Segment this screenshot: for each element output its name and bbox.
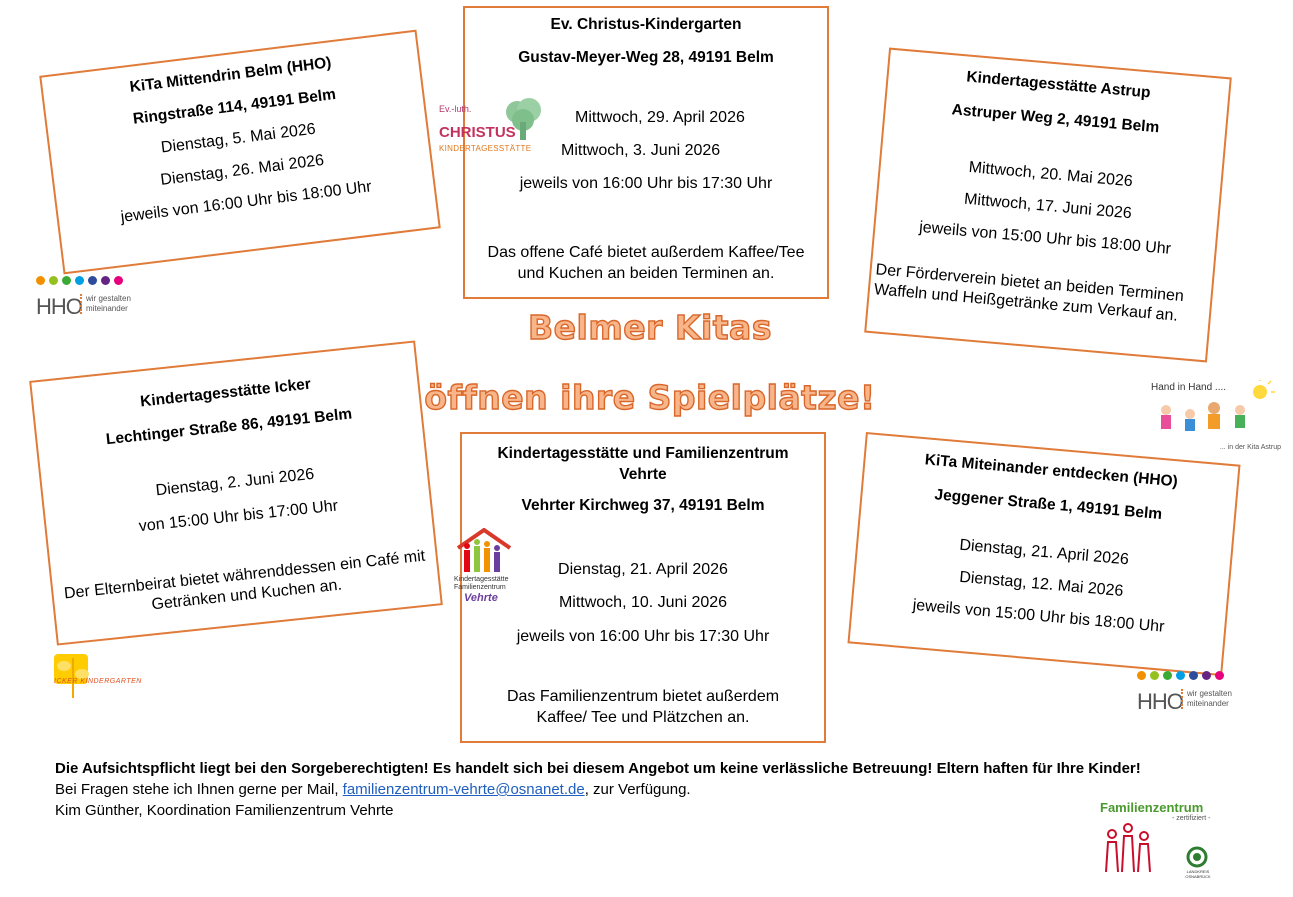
astrup-logo [1148, 380, 1283, 456]
astrup-bottom: ... in der Kita Astrup [1219, 444, 1281, 451]
footer [55, 758, 1235, 821]
card-date: Mittwoch, 10. Juni 2026 [558, 594, 728, 612]
card-date: Mittwoch, 29. April 2026 [575, 108, 745, 126]
christus-small: Ev.-luth. [439, 104, 472, 114]
christus-big: CHRISTUS [439, 124, 516, 141]
card-note: Der Elternbeirat bietet währenddessen ein Café mit Getränken und Kuchen an. [63, 548, 426, 614]
house-family-icon [454, 528, 514, 576]
card-date: Dienstag, 21. April 2026 [558, 560, 728, 578]
flower-icon [52, 652, 96, 700]
card-title: Kindertagesstätte Astrup [965, 68, 1152, 102]
card-note: Der Förderverein bietet an beiden Terminen Waffeln und Heißgetränke zum Verkauf an. [873, 261, 1185, 325]
card-time: jeweils von 15:00 Uhr bis 18:00 Uhr [911, 597, 1166, 637]
signature: Kim Günther, Koordination Familienzentrum Vehrte [55, 802, 394, 819]
headline-line2: öffnen ihre Spielplätze! [424, 378, 876, 417]
card-title: Ev. Christus-Kindergarten [550, 16, 742, 33]
card-note: Das offene Café bietet außerdem Kaffee/Tee und Kuchen an beiden Terminen an. [487, 243, 805, 282]
christus-sub: KINDERTAGESSTÄTTE [439, 144, 532, 153]
headline-line1: Belmer Kitas [528, 308, 772, 347]
card-time: jeweils von 16:00 Uhr bis 18:00 Uhr [119, 178, 373, 227]
card-time: jeweils von 15:00 Uhr bis 18:00 Uhr [918, 219, 1172, 259]
card-address: Astruper Weg 2, 49191 Belm [951, 101, 1160, 137]
card-mittendrin [39, 30, 441, 275]
card-time: jeweils von 16:00 Uhr bis 17:30 Uhr [516, 627, 770, 645]
contact-line: Bei Fragen stehe ich Ihnen gerne per Mail, familienzentrum-vehrte@osnanet.de, zur Verfügung. [55, 781, 691, 798]
hho-tagline: wir gestalten miteinander [1181, 689, 1232, 709]
landkreis-emblem-icon [1185, 846, 1209, 868]
card-date: Dienstag, 21. April 2026 [958, 536, 1130, 569]
hho-tagline: wir gestalten miteinander [80, 294, 131, 314]
fz-title: Familienzentrum [1100, 800, 1204, 815]
card-address: Lechtinger Straße 86, 49191 Belm [105, 405, 353, 449]
supervision-warning: Die Aufsichtspflicht liegt bei den Sorgeberechtigten! Es handelt sich bei diesem Angebot um keine verlässliche Betreuung! Eltern haften für Ihre Kinder! [55, 760, 1141, 777]
card-time: jeweils von 16:00 Uhr bis 17:30 Uhr [519, 175, 773, 193]
icker-logo [52, 652, 162, 700]
card-note: Das Familienzentrum bietet außerdem Kaffee/ Tee und Plätzchen an. [506, 687, 780, 726]
christus-logo [437, 96, 549, 160]
hho-logo-right [1137, 667, 1247, 727]
fz-sub: - zertifiziert - [1172, 815, 1211, 822]
card-title: KiTa Miteinander entdecken (HHO) [924, 451, 1179, 491]
family-icon [1100, 820, 1160, 876]
hho-dots [1137, 667, 1247, 685]
icker-text: ICKER KINDERGARTEN [54, 678, 142, 685]
hho-logo [36, 272, 146, 332]
card-date: Mittwoch, 20. Mai 2026 [967, 158, 1134, 190]
card-address: Gustav-Meyer-Weg 28, 49191 Belm [518, 48, 774, 66]
card-date: Dienstag, 12. Mai 2026 [958, 568, 1125, 601]
card-title: Kindertagesstätte und Familienzentrum Vehrte [497, 445, 789, 483]
card-date: Dienstag, 2. Juni 2026 [154, 465, 315, 499]
card-address: Ringstraße 114, 49191 Belm [132, 85, 337, 128]
landkreis-text: LANDKREIS OSNABRÜCK [1185, 869, 1211, 879]
astrup-top: Hand in Hand .... [1151, 382, 1227, 393]
email-link[interactable]: familienzentrum-vehrte@osnanet.de [342, 781, 585, 798]
hho-wordmark: HHO [1137, 689, 1183, 714]
vehrte-text: Kindertagesstätte Familienzentrum [454, 576, 509, 591]
card-address: Jeggener Straße 1, 49191 Belm [933, 486, 1163, 523]
card-date: Mittwoch, 3. Juni 2026 [561, 142, 721, 160]
card-miteinander [847, 432, 1240, 676]
card-title: Kindertagesstätte Icker [139, 375, 312, 411]
hho-wordmark: HHO [36, 294, 82, 319]
landkreis-logo [1180, 846, 1216, 880]
card-date: Mittwoch, 17. Juni 2026 [963, 190, 1133, 223]
vehrte-name: Vehrte [464, 592, 498, 604]
card-date: Dienstag, 5. Mai 2026 [160, 120, 317, 157]
card-address: Vehrter Kirchweg 37, 49191 Belm [521, 497, 765, 514]
card-time: von 15:00 Uhr bis 17:00 Uhr [138, 497, 339, 536]
card-astrup [864, 48, 1232, 363]
card-date: Dienstag, 26. Mai 2026 [159, 151, 325, 189]
vehrte-logo [452, 528, 516, 606]
hho-dots [36, 272, 146, 290]
children-icon [1148, 380, 1278, 440]
card-icker [29, 340, 443, 645]
card-title: KiTa Mittendrin Belm (HHO) [128, 54, 333, 96]
